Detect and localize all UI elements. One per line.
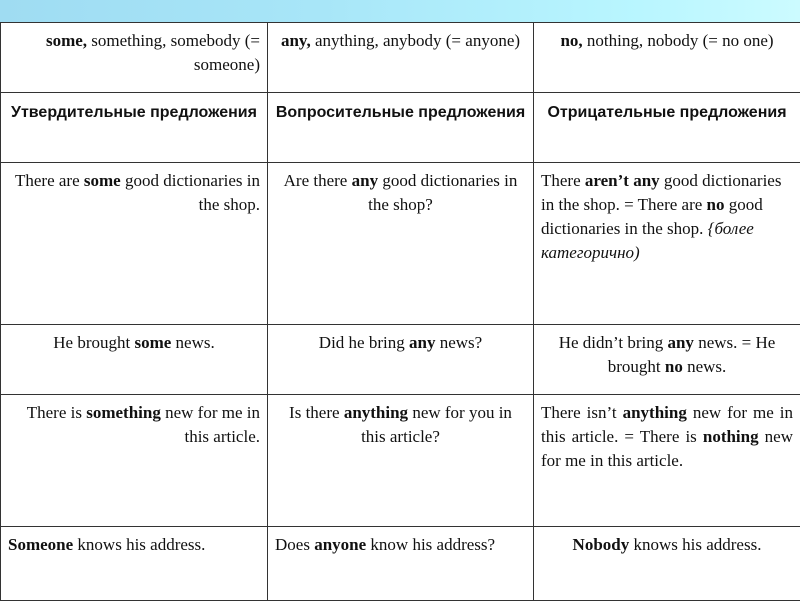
header-interrogative: Вопросительные предложения: [268, 93, 534, 163]
table-row: [1, 527, 800, 601]
cell-interrogative-example: Does anyone know his address?: [268, 527, 534, 601]
table-row: [1, 325, 800, 395]
top-gradient-bar: [0, 0, 800, 22]
cell-any-forms: any, anything, anybody (= anyone): [268, 23, 534, 93]
table-row: [1, 23, 800, 93]
cell-negative-example: He didn’t bring any news. = He brought no news.: [534, 325, 800, 395]
cell-affirmative-example: There are some good dictionaries in the shop.: [1, 163, 268, 325]
header-negative: Отрицательные предложения: [534, 93, 800, 163]
cell-negative-example: Nobody knows his address.: [534, 527, 800, 601]
cell-affirmative-example: Someone knows his address.: [1, 527, 268, 601]
header-affirmative: Утвердительные предложения: [1, 93, 268, 163]
cell-interrogative-example: Are there any good dictionaries in the shop?: [268, 163, 534, 325]
cell-no-forms: no, nothing, nobody (= no one): [534, 23, 800, 93]
cell-interrogative-example: Did he bring any news?: [268, 325, 534, 395]
cell-some-forms: some, something, somebody (= someone): [1, 23, 268, 93]
table-row: [1, 163, 800, 325]
cell-negative-example: There isn’t anything new for me in this article. = There is nothing new for me in this article.: [534, 395, 800, 527]
cell-affirmative-example: There is something new for me in this article.: [1, 395, 268, 527]
table-row: [1, 395, 800, 527]
cell-interrogative-example: Is there anything new for you in this article?: [268, 395, 534, 527]
table-header-row: [1, 93, 800, 163]
cell-negative-example: There aren’t any good dictionaries in the shop. = There are no good dictionaries in the shop. {более категорично): [534, 163, 800, 325]
cell-affirmative-example: He brought some news.: [1, 325, 268, 395]
grammar-table: [0, 22, 800, 601]
